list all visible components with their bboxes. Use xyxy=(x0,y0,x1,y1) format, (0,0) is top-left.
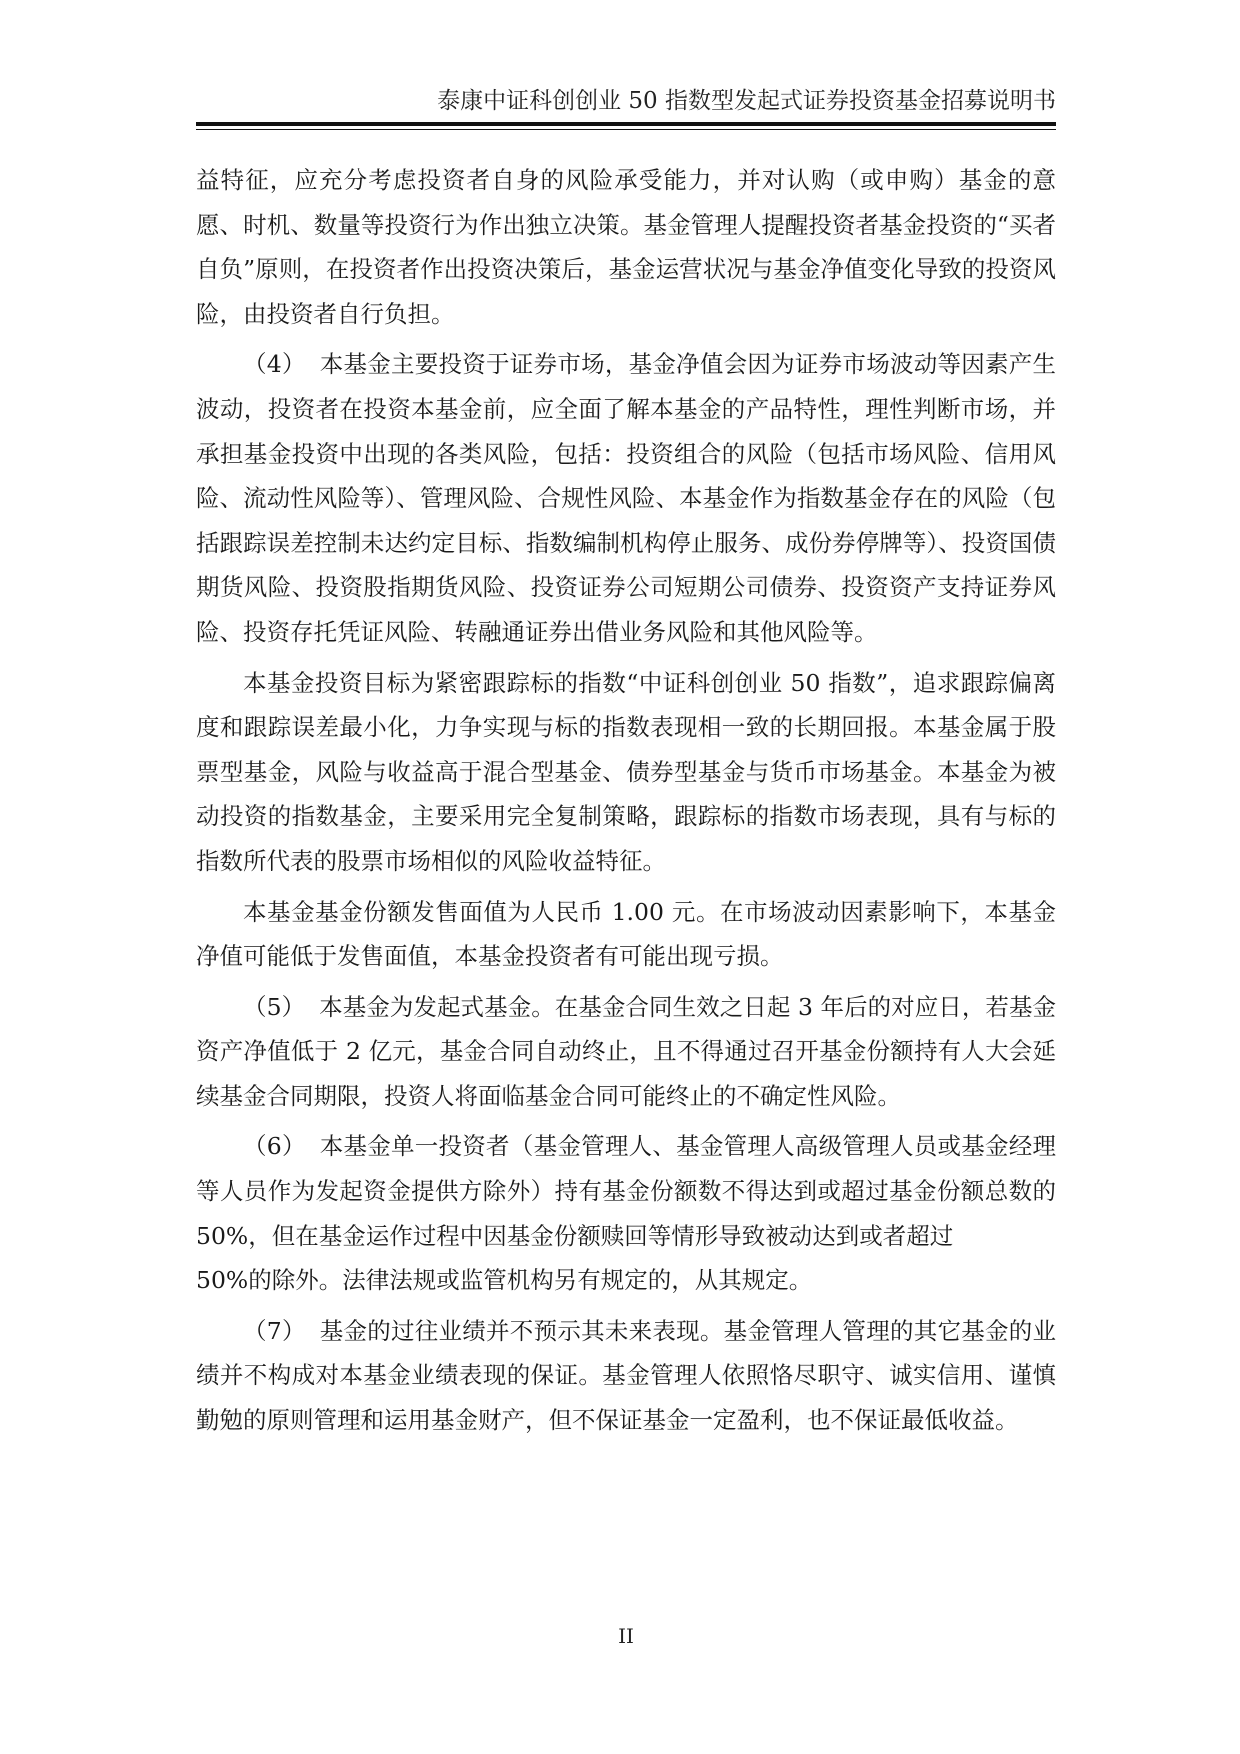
paragraph-item-6-continuation xyxy=(196,1258,1056,1303)
paragraph-continuation xyxy=(196,158,1056,336)
page-number: II xyxy=(618,1624,634,1648)
paragraph-text: 本基金主要投资于证券市场，基金净值会因为证券市场波动等因素产生波动，投资者在投资本基金前，应全面了解本基金的产品特性，理性判断市场，并承担基金投资中出现的各类风险，包括：投资组合的风险（包括市场风险、信用风险、流动性风险等）、管理风险、合规性风险、本基金作为指数基金存在的风险（包括跟踪误差控制未达约定目标、指数编制机构停止服务、成份券停牌等）、投资国债期货风险、投资股指期货风险、投资证券公司短期公司债券、投资资产支持证券风险、投资存托凭证风险、转融通证券出借业务风险和其他风险等。 xyxy=(196,350,1057,646)
item-number: （4） xyxy=(243,350,306,379)
paragraph-text: 本基金基金份额发售面值为人民币 1.00 元。在市场波动因素影响下，本基金净值可能低于发售面值，本基金投资者有可能出现亏损。 xyxy=(196,897,1056,971)
header-rule-thick xyxy=(196,122,1056,126)
paragraph-item-5 xyxy=(196,985,1056,1119)
item-number: （6） xyxy=(243,1132,306,1161)
paragraph-text: 本基金投资目标为紧密跟踪标的指数“中证科创创业 50 指数”，追求跟踪偏离度和跟踪误差最小化，力争实现与标的指数表现相一致的长期回报。本基金属于股票型基金，风险与收益高于混合型基金、债券型基金与货币市场基金。本基金为被动投资的指数基金，主要采用完全复制策略，跟踪标的指数市场表现，具有与标的指数所代表的股票市场相似的风险收益特征。 xyxy=(196,668,1056,875)
paragraph-text: 基金的过往业绩并不预示其未来表现。基金管理人管理的其它基金的业绩并不构成对本基金业绩表现的保证。基金管理人依照恪尽职守、诚实信用、谨慎勤勉的原则管理和运用基金财产，但不保证基金一定盈利，也不保证最低收益。 xyxy=(196,1316,1057,1435)
item-number: （7） xyxy=(243,1316,306,1345)
paragraph-face-value xyxy=(196,890,1056,979)
header-rule-thin xyxy=(196,129,1056,130)
body-text xyxy=(196,158,1056,1449)
paragraph-text: 50%的除外。法律法规或监管机构另有规定的，从其规定。 xyxy=(196,1266,813,1295)
paragraph-item-6 xyxy=(196,1124,1056,1258)
paragraph-text: 本基金为发起式基金。在基金合同生效之日起 3 年后的对应日，若基金资产净值低于 2 亿元，基金合同自动终止，且不得通过召开基金份额持有人大会延续基金合同期限，投资人将面临基金合同可能终止的不确定性风险。 xyxy=(196,992,1057,1110)
paragraph-text: 本基金单一投资者（基金管理人、基金管理人高级管理人员或基金经理等人员作为发起资金提供方除外）持有基金份额数不得达到或超过基金份额总数的 50%，但在基金运作过程中因基金份额赎回等情形导致被动达到或者超过 xyxy=(196,1132,1057,1250)
page-header xyxy=(196,86,1056,116)
paragraph-text: 益特征，应充分考虑投资者自身的风险承受能力，并对认购（或申购）基金的意愿、时机、数量等投资行为作出独立决策。基金管理人提醒投资者基金投资的“买者自负”原则，在投资者作出投资决策后，基金运营状况与基金净值变化导致的投资风险，由投资者自行负担。 xyxy=(196,166,1056,328)
paragraph-item-4 xyxy=(196,342,1056,654)
paragraph-item-7 xyxy=(196,1309,1056,1443)
paragraph-investment-objective xyxy=(196,661,1056,884)
item-number: （5） xyxy=(243,992,306,1021)
document-title: 泰康中证科创创业 50 指数型发起式证券投资基金招募说明书 xyxy=(437,88,1056,114)
